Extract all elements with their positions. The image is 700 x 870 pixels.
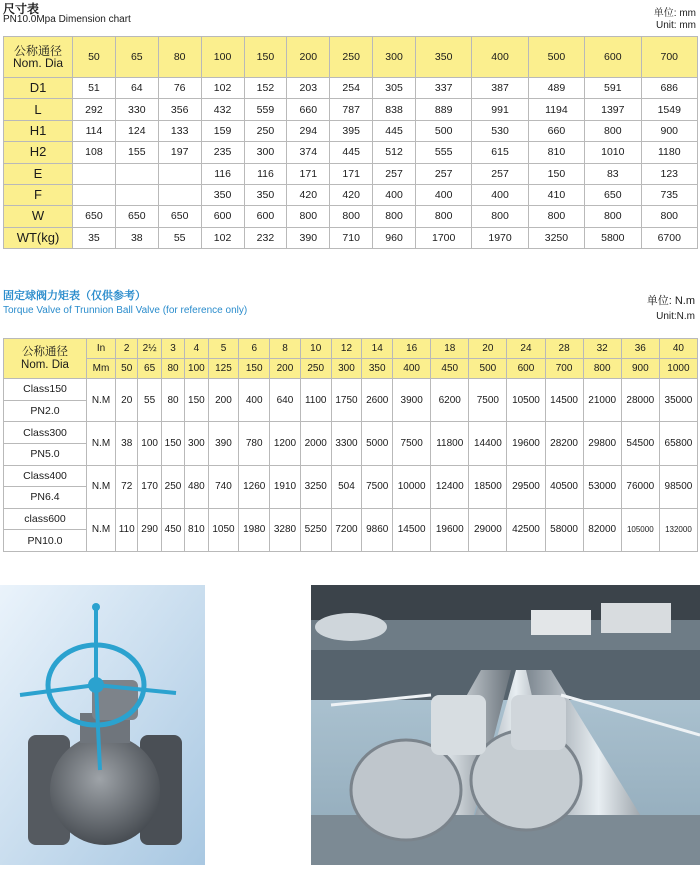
torque-cell: 504 xyxy=(331,465,362,508)
torque-cell: 3900 xyxy=(393,379,431,422)
dimension-cell: 650 xyxy=(73,206,116,227)
dimension-cell: 124 xyxy=(115,120,158,141)
torque-inch-header: 32 xyxy=(583,339,621,359)
dimension-cell: 800 xyxy=(416,206,472,227)
dimension-row-label: F xyxy=(4,184,73,205)
torque-cell: 400 xyxy=(239,379,270,422)
torque-mm-header: 300 xyxy=(331,359,362,379)
dimension-cell: 800 xyxy=(528,206,584,227)
torque-cell: 810 xyxy=(185,508,208,551)
dimension-cell: 1700 xyxy=(416,227,472,248)
torque-cell: 2000 xyxy=(300,422,331,465)
dimension-col-header: 700 xyxy=(641,37,698,78)
dimension-cell: 6700 xyxy=(641,227,698,248)
torque-mm-header: 800 xyxy=(583,359,621,379)
torque-cell: 1260 xyxy=(239,465,270,508)
torque-mm-header: 900 xyxy=(621,359,659,379)
torque-cell: 98500 xyxy=(659,465,697,508)
dimension-cell: 445 xyxy=(330,142,373,163)
torque-class-label: Class400 xyxy=(4,465,87,487)
dimension-cell: 600 xyxy=(201,206,244,227)
torque-cell: 58000 xyxy=(545,508,583,551)
dimension-cell: 410 xyxy=(528,184,584,205)
torque-cell: 54500 xyxy=(621,422,659,465)
torque-cell: 10500 xyxy=(507,379,545,422)
dimension-cell: 350 xyxy=(201,184,244,205)
nom-dia-cn: 公称通径 xyxy=(13,44,62,59)
dimension-cell xyxy=(115,184,158,205)
dimension-cell: 889 xyxy=(416,99,472,120)
torque-in-label: In xyxy=(87,339,116,359)
dimension-chart-unit xyxy=(654,8,696,32)
torque-inch-header: 2 xyxy=(116,339,138,359)
torque-inch-header: 18 xyxy=(431,339,469,359)
dimension-cell: 530 xyxy=(472,120,528,141)
dimension-cell: 152 xyxy=(244,78,287,99)
pipeline-photo xyxy=(311,585,700,865)
torque-cell: 780 xyxy=(239,422,270,465)
dimension-cell: 171 xyxy=(287,163,330,184)
torque-row xyxy=(4,465,698,487)
torque-mm-label: Mm xyxy=(87,359,116,379)
torque-inch-header: 6 xyxy=(239,339,270,359)
dimension-cell: 512 xyxy=(373,142,416,163)
torque-cell: 14500 xyxy=(545,379,583,422)
torque-cell: 110 xyxy=(116,508,138,551)
dimension-cell: 960 xyxy=(373,227,416,248)
torque-pn-label: PN2.0 xyxy=(4,400,87,422)
dimension-cell: 171 xyxy=(330,163,373,184)
dimension-cell: 400 xyxy=(373,184,416,205)
torque-pn-label: PN6.4 xyxy=(4,487,87,509)
torque-cell: 640 xyxy=(270,379,301,422)
dimension-cell xyxy=(73,184,116,205)
torque-cell: 2600 xyxy=(362,379,393,422)
dimension-cell xyxy=(158,163,201,184)
torque-cell: 5000 xyxy=(362,422,393,465)
dimension-unit-cn: 单位: mm xyxy=(653,8,696,19)
torque-cell: 72 xyxy=(116,465,138,508)
torque-cell: 28000 xyxy=(621,379,659,422)
torque-chart-title-en: Torque Valve of Trunnion Ball Valve (for reference only) xyxy=(3,305,248,316)
torque-nom-dia-header xyxy=(4,339,87,379)
dimension-cell: 1180 xyxy=(641,142,698,163)
torque-row xyxy=(4,379,698,401)
torque-cell: 82000 xyxy=(583,508,621,551)
torque-class-label: Class300 xyxy=(4,422,87,444)
dimension-cell: 250 xyxy=(244,120,287,141)
torque-mm-header: 250 xyxy=(300,359,331,379)
dimension-cell: 420 xyxy=(330,184,373,205)
dimension-row-label: L xyxy=(4,99,73,120)
dimension-cell: 800 xyxy=(373,206,416,227)
torque-cell: 1750 xyxy=(331,379,362,422)
torque-cell: 250 xyxy=(161,465,184,508)
torque-inch-header: 3 xyxy=(161,339,184,359)
dimension-cell: 1970 xyxy=(472,227,528,248)
torque-cell: 55 xyxy=(138,379,161,422)
dimension-cell: 254 xyxy=(330,78,373,99)
dimension-cell: 116 xyxy=(244,163,287,184)
dimension-cell xyxy=(115,163,158,184)
torque-cell: 14500 xyxy=(393,508,431,551)
torque-mm-header: 600 xyxy=(507,359,545,379)
torque-mm-header: 80 xyxy=(161,359,184,379)
dimension-row-label: H2 xyxy=(4,142,73,163)
torque-cell: 3280 xyxy=(270,508,301,551)
dimension-row xyxy=(4,227,698,248)
dimension-cell: 991 xyxy=(472,99,528,120)
dimension-col-header: 300 xyxy=(373,37,416,78)
dimension-cell: 38 xyxy=(115,227,158,248)
dimension-col-header: 350 xyxy=(416,37,472,78)
torque-cell: 28200 xyxy=(545,422,583,465)
torque-cell: 1910 xyxy=(270,465,301,508)
torque-cell: 29800 xyxy=(583,422,621,465)
dimension-cell: 615 xyxy=(472,142,528,163)
torque-cell: 7500 xyxy=(393,422,431,465)
torque-cell: 19600 xyxy=(507,422,545,465)
torque-cell: 29500 xyxy=(507,465,545,508)
dimension-cell: 300 xyxy=(244,142,287,163)
dimension-cell: 800 xyxy=(641,206,698,227)
dimension-cell: 1010 xyxy=(585,142,641,163)
dimension-cell: 420 xyxy=(287,184,330,205)
dimension-cell: 55 xyxy=(158,227,201,248)
dimension-cell: 650 xyxy=(115,206,158,227)
torque-cell: 9860 xyxy=(362,508,393,551)
dimension-col-header: 200 xyxy=(287,37,330,78)
dimension-cell xyxy=(158,184,201,205)
dimension-cell: 390 xyxy=(287,227,330,248)
torque-row xyxy=(4,508,698,530)
dimension-cell: 197 xyxy=(158,142,201,163)
torque-cell: 170 xyxy=(138,465,161,508)
torque-cell: 20 xyxy=(116,379,138,422)
torque-mm-header: 700 xyxy=(545,359,583,379)
dimension-cell: 432 xyxy=(201,99,244,120)
dimension-unit-en: Unit: mm xyxy=(656,20,696,31)
torque-mm-header: 125 xyxy=(208,359,239,379)
dimension-cell: 155 xyxy=(115,142,158,163)
dimension-cell: 150 xyxy=(528,163,584,184)
torque-cell: 1200 xyxy=(270,422,301,465)
dimension-cell: 710 xyxy=(330,227,373,248)
torque-cell: 3300 xyxy=(331,422,362,465)
torque-cell: 450 xyxy=(161,508,184,551)
torque-cell: 1980 xyxy=(239,508,270,551)
nom-dia-header xyxy=(4,37,73,78)
torque-cell: 35000 xyxy=(659,379,697,422)
dimension-cell: 232 xyxy=(244,227,287,248)
torque-class-label: class600 xyxy=(4,508,87,530)
dimension-row-label: W xyxy=(4,206,73,227)
dimension-cell: 800 xyxy=(472,206,528,227)
dimension-col-header: 80 xyxy=(158,37,201,78)
dimension-cell: 114 xyxy=(73,120,116,141)
torque-unit: N.M xyxy=(87,508,116,551)
dimension-cell: 102 xyxy=(201,227,244,248)
dimension-cell: 1194 xyxy=(528,99,584,120)
torque-inch-header: 28 xyxy=(545,339,583,359)
dimension-cell: 123 xyxy=(641,163,698,184)
dimension-cell: 159 xyxy=(201,120,244,141)
dimension-row xyxy=(4,163,698,184)
dimension-cell: 76 xyxy=(158,78,201,99)
dimension-cell: 660 xyxy=(287,99,330,120)
dimension-cell: 1549 xyxy=(641,99,698,120)
dimension-cell: 800 xyxy=(585,206,641,227)
dimension-table xyxy=(3,36,698,249)
torque-class-label: Class150 xyxy=(4,379,87,401)
dimension-cell: 330 xyxy=(115,99,158,120)
torque-cell: 40500 xyxy=(545,465,583,508)
torque-cell: 29000 xyxy=(469,508,507,551)
torque-inch-header: 8 xyxy=(270,339,301,359)
torque-cell: 1100 xyxy=(300,379,331,422)
dimension-cell: 51 xyxy=(73,78,116,99)
dimension-cell: 686 xyxy=(641,78,698,99)
dimension-cell: 555 xyxy=(416,142,472,163)
ball-valve-photo xyxy=(0,585,205,865)
dimension-row-label: D1 xyxy=(4,78,73,99)
torque-cell: 740 xyxy=(208,465,239,508)
torque-row xyxy=(4,422,698,444)
dimension-cell: 445 xyxy=(373,120,416,141)
dimension-header-row xyxy=(4,37,698,78)
dimension-row-label: WT(kg) xyxy=(4,227,73,248)
dimension-cell: 650 xyxy=(158,206,201,227)
dimension-cell: 257 xyxy=(472,163,528,184)
nom-dia-en: Nom. Dia xyxy=(12,56,63,71)
dimension-row-label: E xyxy=(4,163,73,184)
dimension-col-header: 400 xyxy=(472,37,528,78)
dimension-cell: 660 xyxy=(528,120,584,141)
dimension-cell: 400 xyxy=(472,184,528,205)
torque-cell: 150 xyxy=(185,379,208,422)
torque-inch-header: 2½ xyxy=(138,339,161,359)
torque-cell: 53000 xyxy=(583,465,621,508)
dimension-chart-title-en: PN10.0Mpa Dimension chart xyxy=(3,14,131,25)
dimension-cell: 900 xyxy=(641,120,698,141)
dimension-cell: 400 xyxy=(416,184,472,205)
dimension-col-header: 600 xyxy=(585,37,641,78)
torque-mm-row xyxy=(4,359,698,379)
torque-cell: 1050 xyxy=(208,508,239,551)
dimension-chart-title-cn: 尺寸表 xyxy=(3,2,40,16)
torque-cell: 290 xyxy=(138,508,161,551)
torque-cell: 76000 xyxy=(621,465,659,508)
dimension-cell: 810 xyxy=(528,142,584,163)
torque-cell: 200 xyxy=(208,379,239,422)
dimension-cell: 1397 xyxy=(585,99,641,120)
torque-inch-header: 20 xyxy=(469,339,507,359)
torque-unit: N.M xyxy=(87,422,116,465)
torque-cell: 12400 xyxy=(431,465,469,508)
torque-pn-label: PN5.0 xyxy=(4,443,87,465)
dimension-col-header: 250 xyxy=(330,37,373,78)
torque-cell: 14400 xyxy=(469,422,507,465)
torque-cell: 18500 xyxy=(469,465,507,508)
dimension-row xyxy=(4,99,698,120)
torque-inch-header: 24 xyxy=(507,339,545,359)
dimension-cell: 5800 xyxy=(585,227,641,248)
dimension-cell: 3250 xyxy=(528,227,584,248)
torque-inch-header: 16 xyxy=(393,339,431,359)
torque-mm-header: 500 xyxy=(469,359,507,379)
torque-cell: 7500 xyxy=(362,465,393,508)
torque-cell: 7200 xyxy=(331,508,362,551)
torque-cell: 65800 xyxy=(659,422,697,465)
dimension-cell: 395 xyxy=(330,120,373,141)
torque-unit: N.M xyxy=(87,465,116,508)
dimension-cell: 83 xyxy=(585,163,641,184)
dimension-cell: 203 xyxy=(287,78,330,99)
torque-cell: 3250 xyxy=(300,465,331,508)
dimension-cell: 800 xyxy=(287,206,330,227)
dimension-cell: 64 xyxy=(115,78,158,99)
dimension-cell: 102 xyxy=(201,78,244,99)
dimension-row xyxy=(4,206,698,227)
dimension-cell: 489 xyxy=(528,78,584,99)
torque-cell: 42500 xyxy=(507,508,545,551)
dimension-row-label: H1 xyxy=(4,120,73,141)
torque-cell: 300 xyxy=(185,422,208,465)
torque-cell: 6200 xyxy=(431,379,469,422)
torque-inch-header: 5 xyxy=(208,339,239,359)
torque-cell: 480 xyxy=(185,465,208,508)
dimension-col-header: 150 xyxy=(244,37,287,78)
torque-unit-cn: 单位: N.m xyxy=(646,295,695,307)
dimension-cell: 337 xyxy=(416,78,472,99)
dimension-col-header: 100 xyxy=(201,37,244,78)
dimension-cell: 35 xyxy=(73,227,116,248)
torque-unit: N.M xyxy=(87,379,116,422)
torque-cell: 105000 xyxy=(621,508,659,551)
dimension-cell: 305 xyxy=(373,78,416,99)
torque-mm-header: 50 xyxy=(116,359,138,379)
torque-inch-header: 12 xyxy=(331,339,362,359)
torque-inch-header: 10 xyxy=(300,339,331,359)
dimension-cell: 500 xyxy=(416,120,472,141)
torque-unit-en: Unit:N.m xyxy=(656,311,695,322)
torque-inch-row xyxy=(4,339,698,359)
dimension-cell: 374 xyxy=(287,142,330,163)
torque-nom-dia-cn: 公称通径 xyxy=(22,345,68,358)
torque-inch-header: 14 xyxy=(362,339,393,359)
torque-cell: 19600 xyxy=(431,508,469,551)
torque-mm-header: 65 xyxy=(138,359,161,379)
dimension-row xyxy=(4,120,698,141)
torque-cell: 5250 xyxy=(300,508,331,551)
dimension-cell: 257 xyxy=(373,163,416,184)
dimension-cell: 257 xyxy=(416,163,472,184)
dimension-col-header: 500 xyxy=(528,37,584,78)
dimension-cell: 356 xyxy=(158,99,201,120)
dimension-cell: 292 xyxy=(73,99,116,120)
dimension-cell: 650 xyxy=(585,184,641,205)
dimension-row xyxy=(4,78,698,99)
dimension-cell: 735 xyxy=(641,184,698,205)
dimension-cell: 108 xyxy=(73,142,116,163)
torque-mm-header: 450 xyxy=(431,359,469,379)
torque-mm-header: 100 xyxy=(185,359,208,379)
dimension-cell: 787 xyxy=(330,99,373,120)
dimension-cell: 294 xyxy=(287,120,330,141)
torque-chart-title-cn: 固定球阀力矩表（仅供参考） xyxy=(3,290,146,302)
torque-cell: 390 xyxy=(208,422,239,465)
dimension-cell: 116 xyxy=(201,163,244,184)
torque-cell: 10000 xyxy=(393,465,431,508)
dimension-cell: 133 xyxy=(158,120,201,141)
torque-mm-header: 150 xyxy=(239,359,270,379)
torque-inch-header: 40 xyxy=(659,339,697,359)
torque-inch-header: 36 xyxy=(621,339,659,359)
dimension-cell: 800 xyxy=(330,206,373,227)
torque-cell: 7500 xyxy=(469,379,507,422)
dimension-cell: 559 xyxy=(244,99,287,120)
dimension-cell: 800 xyxy=(585,120,641,141)
dimension-cell: 591 xyxy=(585,78,641,99)
torque-cell: 38 xyxy=(116,422,138,465)
torque-cell: 150 xyxy=(161,422,184,465)
dimension-cell xyxy=(73,163,116,184)
torque-pn-label: PN10.0 xyxy=(4,530,87,552)
dimension-col-header: 65 xyxy=(115,37,158,78)
torque-mm-header: 200 xyxy=(270,359,301,379)
dimension-cell: 235 xyxy=(201,142,244,163)
dimension-col-header: 50 xyxy=(73,37,116,78)
torque-cell: 132000 xyxy=(659,508,697,551)
torque-cell: 80 xyxy=(161,379,184,422)
dimension-cell: 387 xyxy=(472,78,528,99)
torque-mm-header: 350 xyxy=(362,359,393,379)
dimension-row xyxy=(4,142,698,163)
torque-cell: 100 xyxy=(138,422,161,465)
dimension-row xyxy=(4,184,698,205)
torque-cell: 11800 xyxy=(431,422,469,465)
torque-inch-header: 4 xyxy=(185,339,208,359)
dimension-cell: 600 xyxy=(244,206,287,227)
torque-table xyxy=(3,338,698,552)
torque-nom-dia-en: Nom. Dia xyxy=(21,358,69,371)
dimension-cell: 838 xyxy=(373,99,416,120)
torque-mm-header: 1000 xyxy=(659,359,697,379)
dimension-cell: 350 xyxy=(244,184,287,205)
torque-cell: 21000 xyxy=(583,379,621,422)
torque-mm-header: 400 xyxy=(393,359,431,379)
